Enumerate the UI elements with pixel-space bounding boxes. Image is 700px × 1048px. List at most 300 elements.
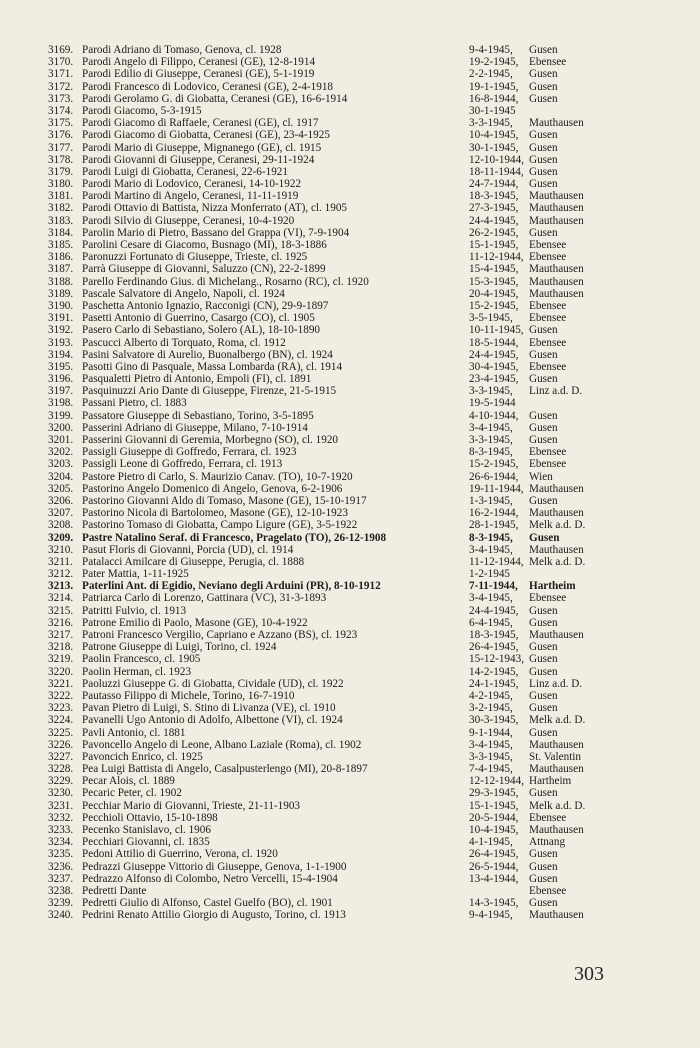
entry-date: 26-6-1944, [469, 470, 519, 483]
entry-name: Pea Luigi Battista di Angelo, Casalpusterlengo (MI), 20-8-1897 [82, 763, 368, 776]
entry-date: 3-5-1945, [469, 312, 513, 325]
entry-place: Mauthausen [529, 287, 584, 300]
list-item [48, 300, 648, 312]
entry-place: Gusen [529, 653, 558, 666]
entry-date: 7-11-1944, [469, 580, 518, 593]
entry-place: Wien [529, 470, 553, 483]
entry-number: 3233. [48, 824, 74, 836]
entry-number: 3219. [48, 653, 74, 666]
entry-place: Gusen [529, 434, 558, 446]
entry-date: 9-4-1945, [469, 44, 513, 56]
entry-name: Pecaric Peter, cl. 1902 [82, 787, 182, 800]
list-item [48, 568, 648, 580]
list-item [48, 154, 648, 166]
entry-number: 3208. [48, 519, 74, 532]
entry-date: 10-4-1945, [469, 824, 519, 836]
list-item [48, 410, 648, 422]
entry-name: Pecchiari Giovanni, cl. 1835 [82, 836, 210, 849]
entry-date: 15-4-1945, [469, 263, 519, 276]
entry-number: 3201. [48, 434, 74, 446]
entry-name: Parodi Mario di Giuseppe, Mignanego (GE), cl. 1915 [82, 141, 322, 154]
list-item [48, 507, 648, 519]
entry-number: 3188. [48, 275, 74, 288]
entry-name: Parrà Giuseppe di Giovanni, Saluzzo (CN), 22-2-1899 [82, 263, 326, 276]
entry-name: Pastorino Giovanni Aldo di Tomaso, Masone (GE), 15-10-1917 [82, 494, 367, 507]
entry-number: 3231. [48, 799, 74, 812]
entry-date: 15-12-1943, [469, 653, 524, 666]
entry-date: 6-4-1945, [469, 616, 513, 629]
list-item [48, 739, 648, 751]
entry-place: Gusen [529, 129, 558, 142]
entry-name: Pavoncich Enrico, cl. 1925 [82, 750, 203, 763]
entry-number: 3172. [48, 80, 74, 93]
entry-place: Gusen [529, 324, 558, 337]
entry-name: Pasero Carlo di Sebastiano, Solero (AL), 18-10-1890 [82, 324, 321, 337]
entry-number: 3192. [48, 324, 74, 337]
list-item [48, 349, 648, 361]
entry-number: 3228. [48, 763, 74, 776]
entry-place: Gusen [529, 897, 558, 910]
entry-name: Pastorino Nicola di Bartolomeo, Masone (GE), 12-10-1923 [82, 507, 348, 520]
list-item [48, 276, 648, 288]
entry-name: Passani Pietro, cl. 1883 [82, 397, 187, 410]
list-item [48, 93, 648, 105]
entry-date: 3-2-1945, [469, 702, 513, 715]
list-item [48, 434, 648, 446]
entry-name: Passigli Giuseppe di Goffredo, Ferrara, cl. 1923 [82, 446, 297, 459]
entry-name: Pavoncello Angelo di Leone, Albano Laziale (Roma), cl. 1902 [82, 738, 362, 751]
entry-date: 3-4-1945, [469, 738, 513, 751]
entry-name: Passerini Giovanni di Geremia, Morbegno (SO), cl. 1920 [82, 434, 339, 446]
entry-date: 3-3-1945, [469, 434, 513, 446]
entry-date: 3-3-1945, [469, 750, 513, 763]
entry-place: Mauthausen [529, 275, 584, 288]
entry-date: 24-4-1945, [469, 604, 519, 617]
entry-number: 3196. [48, 373, 74, 386]
list-item [48, 471, 648, 483]
list-item [48, 178, 648, 190]
entry-name: Pecchiar Mario di Giovanni, Trieste, 21-11-1903 [82, 799, 301, 812]
list-item [48, 422, 648, 434]
entry-place: Mauthausen [529, 909, 584, 922]
entry-name: Pastore Pietro di Carlo, S. Maurizio Canav. (TO), 10-7-1920 [82, 470, 353, 483]
list-item [48, 690, 648, 702]
entry-date: 1-3-1945, [469, 494, 513, 507]
entry-date: 4-10-1944, [469, 409, 519, 422]
list-item [48, 763, 648, 775]
entry-place: Melk a.d. D. [529, 519, 586, 532]
entry-number: 3237. [48, 872, 74, 885]
list-item [48, 861, 648, 873]
entry-list [48, 44, 648, 922]
list-item [48, 641, 648, 653]
entry-place: Ebensee [529, 56, 567, 69]
entry-number: 3180. [48, 178, 74, 191]
entry-place: Gusen [529, 373, 558, 386]
entry-number: 3240. [48, 909, 74, 922]
entry-number: 3229. [48, 775, 74, 788]
entry-name: Pascucci Alberto di Torquato, Roma, cl. 1912 [82, 336, 286, 349]
entry-number: 3181. [48, 190, 74, 203]
list-item [48, 312, 648, 324]
list-item [48, 117, 648, 129]
entry-number: 3187. [48, 263, 74, 276]
entry-number: 3203. [48, 458, 74, 471]
entry-place: Hartheim [529, 580, 576, 593]
entry-name: Parodi Ottavio di Battista, Nizza Monferrato (AT), cl. 1905 [82, 202, 348, 215]
entry-place: Mauthausen [529, 629, 584, 641]
entry-date: 9-1-1944, [469, 726, 513, 739]
entry-name: Pautasso Filippo di Michele, Torino, 16-7-1910 [82, 689, 295, 702]
entry-place: Gusen [529, 665, 558, 678]
entry-name: Patrone Giuseppe di Luigi, Torino, cl. 1924 [82, 641, 277, 654]
entry-place: Linz a.d. D. [529, 385, 583, 398]
entry-date: 14-2-1945, [469, 665, 519, 678]
entry-name: Pater Mattia, 1-11-1925 [82, 568, 189, 581]
entry-number: 3169. [48, 44, 74, 56]
entry-name: Pascale Salvatore di Angelo, Napoli, cl. 1924 [82, 287, 285, 300]
entry-date: 30-1-1945 [469, 104, 516, 117]
list-item [48, 592, 648, 604]
entry-name: Pecenko Stanislavo, cl. 1906 [82, 824, 211, 836]
entry-name: Pasotti Gino di Pasquale, Massa Lombarda (RA), cl. 1914 [82, 360, 343, 373]
entry-place: Attnang [529, 836, 566, 849]
entry-name: Parodi Giacomo di Raffaele, Ceranesi (GE), cl. 1917 [82, 117, 319, 130]
list-item [48, 897, 648, 909]
entry-date: 24-4-1945, [469, 348, 519, 361]
entry-date: 20-5-1944, [469, 811, 519, 824]
list-item [48, 775, 648, 787]
entry-name: Parodi Luigi di Giobatta, Ceranesi, 22-6-1921 [82, 165, 288, 178]
entry-place: Gusen [529, 44, 558, 56]
entry-number: 3214. [48, 592, 74, 605]
entry-date: 10-4-1945, [469, 129, 519, 142]
entry-date: 4-1-1945, [469, 836, 513, 849]
entry-number: 3225. [48, 726, 74, 739]
list-item [48, 836, 648, 848]
entry-date: 3-3-1945, [469, 117, 513, 130]
entry-number: 3234. [48, 836, 74, 849]
list-item [48, 605, 648, 617]
entry-name: Pastorino Tomaso di Giobatta, Campo Ligure (GE), 3-5-1922 [82, 519, 358, 532]
entry-number: 3239. [48, 897, 74, 910]
list-item [48, 885, 648, 897]
entry-place: Gusen [529, 494, 558, 507]
entry-date: 27-3-1945, [469, 202, 519, 215]
entry-name: Patriarca Carlo di Lorenzo, Gattinara (VC), 31-3-1893 [82, 592, 327, 605]
entry-date: 18-5-1944, [469, 336, 519, 349]
entry-name: Parolini Cesare di Giacomo, Busnago (MI), 18-3-1886 [82, 239, 327, 251]
entry-place: Gusen [529, 872, 558, 885]
entry-number: 3238. [48, 884, 74, 897]
entry-name: Paschetta Antonio Ignazio, Racconigi (CN), 29-9-1897 [82, 299, 329, 312]
entry-number: 3179. [48, 165, 74, 178]
entry-place: Gusen [529, 702, 558, 715]
entry-number: 3209. [48, 531, 74, 544]
entry-number: 3198. [48, 397, 74, 410]
entry-date: 7-4-1945, [469, 763, 513, 776]
entry-name: Pedrazzo Alfonso di Colombo, Netro Vercelli, 15-4-1904 [82, 872, 338, 885]
list-item [48, 580, 648, 592]
entry-name: Pavanelli Ugo Antonio di Adolfo, Albettone (VI), cl. 1924 [82, 714, 343, 727]
entry-date: 13-4-1944, [469, 872, 519, 885]
entry-name: Parodi Francesco di Lodovico, Ceranesi (GE), 2-4-1918 [82, 80, 334, 93]
entry-date: 29-3-1945, [469, 787, 519, 800]
entry-name: Passatore Giuseppe di Sebastiano, Torino, 3-5-1895 [82, 409, 314, 422]
entry-number: 3199. [48, 409, 74, 422]
entry-date: 3-3-1945, [469, 385, 513, 398]
entry-date: 26-4-1945, [469, 641, 519, 654]
entry-name: Parodi Adriano di Tomaso, Genova, cl. 1928 [82, 44, 282, 56]
entry-date: 23-4-1945, [469, 373, 519, 386]
list-item [48, 873, 648, 885]
entry-place: St. Valentin [529, 750, 582, 763]
entry-number: 3175. [48, 117, 74, 130]
list-item [48, 373, 648, 385]
entry-number: 3200. [48, 421, 74, 434]
entry-number: 3171. [48, 68, 74, 81]
entry-number: 3221. [48, 677, 74, 690]
list-item [48, 337, 648, 349]
entry-place: Gusen [529, 689, 558, 702]
entry-name: Patritti Fulvio, cl. 1913 [82, 604, 187, 617]
entry-number: 3218. [48, 641, 74, 654]
entry-number: 3189. [48, 287, 74, 300]
entry-place: Mauthausen [529, 738, 584, 751]
entry-place: Mauthausen [529, 263, 584, 276]
entry-place: Mauthausen [529, 214, 584, 227]
entry-place: Gusen [529, 92, 558, 105]
entry-date: 14-3-1945, [469, 897, 519, 910]
entry-number: 3220. [48, 665, 74, 678]
list-item [48, 385, 648, 397]
entry-place: Mauthausen [529, 824, 584, 836]
entry-number: 3190. [48, 299, 74, 312]
entry-name: Paolin Herman, cl. 1923 [82, 665, 192, 678]
entry-name: Patroni Francesco Vergilio, Capriano e Azzano (BS), cl. 1923 [82, 629, 358, 641]
entry-place: Ebensee [529, 336, 567, 349]
entry-number: 3173. [48, 92, 74, 105]
list-item [48, 727, 648, 739]
list-item [48, 544, 648, 556]
entry-date: 18-3-1945, [469, 190, 519, 203]
entry-date: 1-2-1945 [469, 568, 511, 581]
entry-number: 3191. [48, 312, 74, 325]
entry-name: Pecchioli Ottavio, 15-10-1898 [82, 811, 218, 824]
entry-number: 3193. [48, 336, 74, 349]
entry-place: Gusen [529, 178, 558, 191]
entry-place: Mauthausen [529, 190, 584, 203]
entry-name: Pasini Salvatore di Aurelio, Buonalbergo (BN), cl. 1924 [82, 348, 333, 361]
entry-place: Mauthausen [529, 543, 584, 556]
entry-place: Gusen [529, 860, 558, 873]
entry-place: Ebensee [529, 312, 567, 325]
list-item [48, 56, 648, 68]
list-item [48, 714, 648, 726]
entry-number: 3202. [48, 446, 74, 459]
entry-name: Pastre Natalino Seraf. di Francesco, Pragelato (TO), 26-12-1908 [82, 531, 387, 544]
entry-place: Ebensee [529, 446, 567, 459]
entry-name: Patalacci Amilcare di Giuseppe, Perugia, cl. 1888 [82, 555, 305, 568]
entry-date: 15-2-1945, [469, 299, 519, 312]
entry-date: 9-4-1945, [469, 909, 513, 922]
entry-place: Gusen [529, 726, 558, 739]
list-item [48, 751, 648, 763]
entry-number: 3170. [48, 56, 74, 69]
entry-number: 3216. [48, 616, 74, 629]
entry-number: 3197. [48, 385, 74, 398]
entry-date: 11-12-1944, [469, 251, 524, 264]
list-item [48, 519, 648, 531]
entry-number: 3183. [48, 214, 74, 227]
entry-date: 3-4-1945, [469, 421, 513, 434]
entry-date: 15-3-1945, [469, 275, 519, 288]
list-item [48, 227, 648, 239]
list-item [48, 215, 648, 227]
entry-place: Gusen [529, 165, 558, 178]
list-item [48, 848, 648, 860]
entry-name: Parello Ferdinando Gius. di Michelang., Rosarno (RC), cl. 1920 [82, 275, 369, 288]
list-item [48, 532, 648, 544]
entry-place: Mauthausen [529, 482, 584, 495]
entry-name: Pedoni Attilio di Guerrino, Verona, cl. 1920 [82, 848, 278, 861]
entry-name: Pasquinuzzi Ario Dante di Giuseppe, Firenze, 21-5-1915 [82, 385, 337, 398]
entry-number: 3212. [48, 568, 74, 581]
entry-number: 3213. [48, 580, 74, 593]
entry-number: 3215. [48, 604, 74, 617]
list-item [48, 324, 648, 336]
entry-name: Paronuzzi Fortunato di Giuseppe, Trieste, cl. 1925 [82, 251, 308, 264]
entry-place: Gusen [529, 848, 558, 861]
entry-place: Gusen [529, 616, 558, 629]
entry-number: 3207. [48, 507, 74, 520]
list-item [48, 800, 648, 812]
entry-number: 3232. [48, 811, 74, 824]
entry-name: Passerini Adriano di Giuseppe, Milano, 7-10-1914 [82, 421, 308, 434]
entry-name: Pedretti Giulio di Alfonso, Castel Guelfo (BO), cl. 1901 [82, 897, 333, 910]
entry-number: 3186. [48, 251, 74, 264]
entry-date: 24-7-1944, [469, 178, 519, 191]
entry-place: Mauthausen [529, 117, 584, 130]
entry-number: 3211. [48, 555, 73, 568]
entry-date: 15-2-1945, [469, 458, 519, 471]
list-item [48, 263, 648, 275]
list-item [48, 909, 648, 921]
entry-name: Pasetti Antonio di Guerrino, Casargo (CO), cl. 1905 [82, 312, 315, 325]
entry-name: Parodi Angelo di Filippo, Ceranesi (GE), 12-8-1914 [82, 56, 316, 69]
entry-place: Ebensee [529, 299, 567, 312]
entry-date: 19-2-1945, [469, 56, 519, 69]
entry-number: 3217. [48, 629, 74, 641]
entry-place: Ebensee [529, 360, 567, 373]
entry-place: Gusen [529, 409, 558, 422]
entry-name: Paolin Francesco, cl. 1905 [82, 653, 201, 666]
entry-name: Passigli Leone di Goffredo, Ferrara, cl. 1913 [82, 458, 283, 471]
entry-number: 3227. [48, 750, 74, 763]
list-item [48, 142, 648, 154]
entry-date: 8-3-1945, [469, 446, 513, 459]
list-item [48, 166, 648, 178]
entry-number: 3223. [48, 702, 74, 715]
entry-place: Ebensee [529, 458, 567, 471]
entry-date: 15-1-1945, [469, 799, 519, 812]
entry-date: 24-1-1945, [469, 677, 519, 690]
list-item [48, 397, 648, 409]
entry-place: Melk a.d. D. [529, 799, 586, 812]
list-item [48, 787, 648, 799]
list-item [48, 44, 648, 56]
entry-date: 24-4-1945, [469, 214, 519, 227]
entry-date: 28-1-1945, [469, 519, 519, 532]
entry-date: 19-5-1944 [469, 397, 516, 410]
list-item [48, 458, 648, 470]
entry-date: 20-4-1945, [469, 287, 519, 300]
entry-number: 3222. [48, 689, 74, 702]
list-item [48, 653, 648, 665]
list-item [48, 617, 648, 629]
entry-number: 3236. [48, 860, 74, 873]
entry-number: 3176. [48, 129, 74, 142]
list-item [48, 239, 648, 251]
entry-date: 15-1-1945, [469, 239, 519, 251]
entry-place: Ebensee [529, 251, 567, 264]
entry-date: 30-1-1945, [469, 141, 519, 154]
entry-number: 3182. [48, 202, 74, 215]
entry-number: 3195. [48, 360, 74, 373]
entry-name: Parodi Martino di Angelo, Ceranesi, 11-11-1919 [82, 190, 299, 203]
entry-number: 3205. [48, 482, 74, 495]
list-item [48, 629, 648, 641]
entry-number: 3177. [48, 141, 74, 154]
list-item [48, 129, 648, 141]
entry-place: Gusen [529, 531, 560, 544]
entry-date: 3-4-1945, [469, 592, 513, 605]
entry-number: 3178. [48, 153, 74, 166]
entry-place: Ebensee [529, 239, 567, 251]
list-item [48, 81, 648, 93]
entry-number: 3194. [48, 348, 74, 361]
entry-place: Gusen [529, 787, 558, 800]
entry-name: Pasqualetti Pietro di Antonio, Empoli (FI), cl. 1891 [82, 373, 312, 386]
list-item [48, 288, 648, 300]
entry-place: Mauthausen [529, 763, 584, 776]
entry-name: Patrone Emilio di Paolo, Masone (GE), 10-4-1922 [82, 616, 308, 629]
entry-date: 26-2-1945, [469, 226, 519, 239]
entry-place: Gusen [529, 68, 558, 81]
entry-date: 11-12-1944, [469, 555, 524, 568]
entry-name: Parolin Mario di Pietro, Bassano del Grappa (VI), 7-9-1904 [82, 226, 350, 239]
entry-place: Melk a.d. D. [529, 714, 586, 727]
page-number: 303 [574, 963, 604, 985]
entry-number: 3206. [48, 494, 74, 507]
entry-number: 3184. [48, 226, 74, 239]
entry-place: Gusen [529, 141, 558, 154]
entry-name: Pedrini Renato Attilio Giorgio di Augusto, Torino, cl. 1913 [82, 909, 346, 922]
entry-date: 19-1-1945, [469, 80, 519, 93]
list-item [48, 361, 648, 373]
entry-place: Ebensee [529, 592, 567, 605]
entry-name: Parodi Mario di Lodovico, Ceranesi, 14-10-1922 [82, 178, 302, 191]
entry-place: Gusen [529, 348, 558, 361]
entry-name: Parodi Gerolamo G. di Giobatta, Ceranesi (GE), 16-6-1914 [82, 92, 348, 105]
entry-place: Gusen [529, 80, 558, 93]
entry-name: Pasut Floris di Giovanni, Porcia (UD), cl. 1914 [82, 543, 294, 556]
entry-date: 30-3-1945, [469, 714, 519, 727]
list-item [48, 68, 648, 80]
entry-name: Parodi Giacomo di Giobatta, Ceranesi (GE), 23-4-1925 [82, 129, 330, 142]
entry-date: 12-12-1944, [469, 775, 524, 788]
entry-number: 3210. [48, 543, 74, 556]
